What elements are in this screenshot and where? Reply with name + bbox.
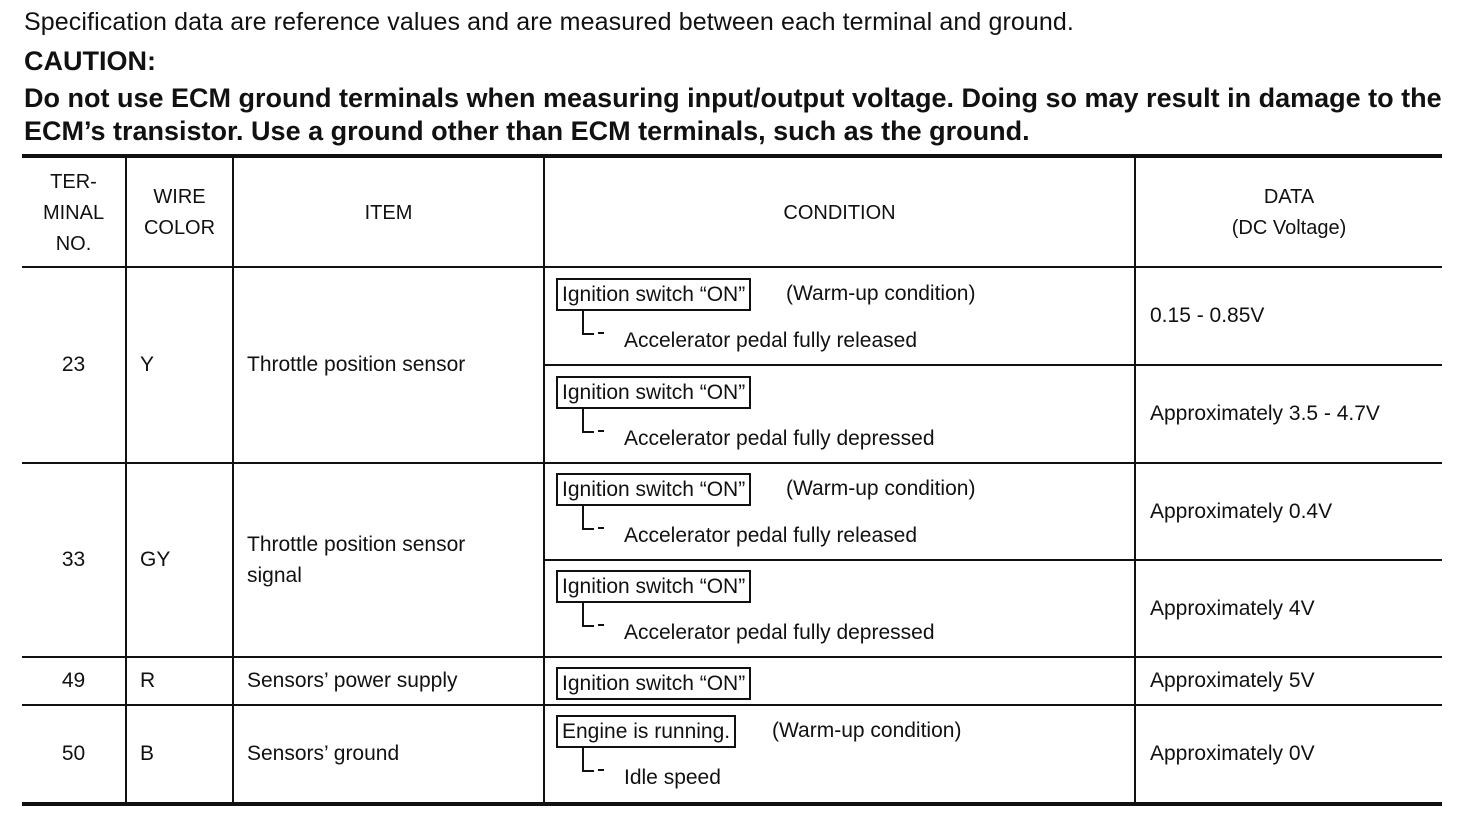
header-data-line2: (DC Voltage) xyxy=(1231,217,1347,239)
data-cell: Approximately 4V xyxy=(1150,596,1315,620)
header-wire xyxy=(127,160,232,266)
wire-cell: B xyxy=(140,742,155,765)
condition-dash xyxy=(598,332,604,334)
header-item-label: ITEM xyxy=(364,201,413,224)
caution-body: Do not use ECM ground terminals when measuring input/output voltage. Doing so may result in damage to the ECM’s transistor. Use a ground other than ECM terminals, such as the ground. xyxy=(24,83,1442,146)
condition-dash xyxy=(598,430,604,432)
table-top-rule xyxy=(22,154,1442,158)
condition-note: (Warm-up condition) xyxy=(786,477,976,500)
condition-elbow xyxy=(582,409,594,433)
table-bottom-rule xyxy=(22,802,1442,806)
header-terminal-line1: TER- xyxy=(50,170,97,193)
condition-box: Ignition switch “ON” xyxy=(556,473,751,506)
data-cell: 0.15 - 0.85V xyxy=(1150,304,1265,327)
condition-box: Engine is running. xyxy=(556,715,736,748)
header-terminal xyxy=(22,160,125,266)
condition-elbow xyxy=(582,748,594,772)
header-condition-label: CONDITION xyxy=(783,201,896,224)
header-wire-line2: COLOR xyxy=(143,217,216,239)
condition-dash xyxy=(598,769,604,771)
header-data xyxy=(1136,160,1442,266)
condition-elbow xyxy=(582,311,594,335)
item-line1: Throttle position sensor xyxy=(247,533,466,556)
header-item xyxy=(234,160,543,266)
item-cell xyxy=(247,464,537,656)
wire-cell: Y xyxy=(140,353,155,376)
condition-box: Ignition switch “ON” xyxy=(556,667,751,700)
terminal-cell: 23 xyxy=(61,353,86,376)
condition-elbow xyxy=(582,603,594,627)
condition-sub: Accelerator pedal fully released xyxy=(624,524,917,547)
data-cell: Approximately 3.5 - 4.7V xyxy=(1150,402,1380,425)
condition-sub: Accelerator pedal fully released xyxy=(624,329,917,352)
condition-sub: Accelerator pedal fully depressed xyxy=(624,621,935,644)
header-terminal-line3: NO. xyxy=(55,232,92,255)
terminal-cell: 49 xyxy=(61,669,86,692)
wire-cell: R xyxy=(140,669,156,692)
header-condition xyxy=(545,160,1134,266)
condition-sub: Accelerator pedal fully depressed xyxy=(624,427,935,450)
header-wire-line1: WIRE xyxy=(153,186,206,208)
intro-text: Specification data are reference values and are measured between each terminal and ground. xyxy=(24,8,1074,36)
condition-box: Ignition switch “ON” xyxy=(556,376,751,409)
header-terminal-line2: MINAL xyxy=(42,201,105,224)
terminal-cell: 33 xyxy=(61,548,86,571)
condition-dash xyxy=(598,624,604,626)
terminal-cell: 50 xyxy=(61,742,86,765)
item-cell: Sensors’ ground xyxy=(247,742,400,765)
data-cell: Approximately 5V xyxy=(1150,669,1315,692)
condition-note: (Warm-up condition) xyxy=(772,719,962,742)
data-cell: Approximately 0.4V xyxy=(1150,499,1333,523)
condition-note: (Warm-up condition) xyxy=(786,282,976,305)
item-line2: signal xyxy=(247,564,302,587)
condition-dash xyxy=(598,527,604,529)
caution-heading: CAUTION: xyxy=(24,46,156,76)
condition-sub: Idle speed xyxy=(624,766,721,789)
item-cell: Throttle position sensor xyxy=(247,353,466,376)
wire-cell: GY xyxy=(140,548,171,571)
item-cell: Sensors’ power supply xyxy=(247,669,458,692)
condition-elbow xyxy=(582,506,594,530)
data-cell: Approximately 0V xyxy=(1150,742,1315,765)
condition-box: Ignition switch “ON” xyxy=(556,278,751,311)
header-data-line1: DATA xyxy=(1263,186,1315,208)
condition-box: Ignition switch “ON” xyxy=(556,570,751,603)
